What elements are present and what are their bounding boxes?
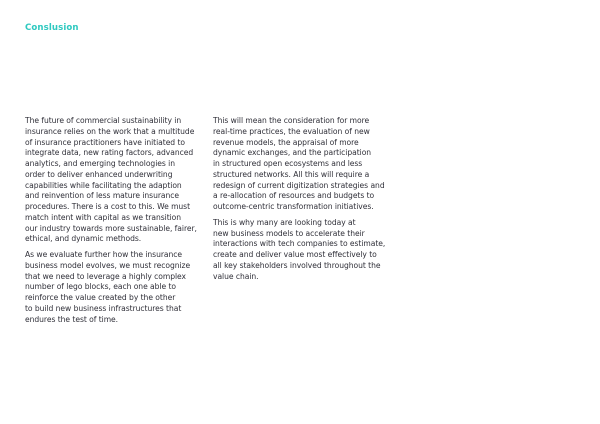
text-line: in structured open ecosystems and less [213,159,363,168]
text-line: create and deliver value most effectively to [213,250,377,259]
text-line: number of lego blocks, each one able to [25,282,176,292]
text-line: and reinvention of less mature insurance [25,191,180,201]
text-line: analytics, and emerging technologies in [25,159,175,168]
text-line: capabilities while facilitating the adaption [25,180,182,190]
right-paragraph-2 [213,218,398,283]
text-line: integrate data, new rating factors, advanced [25,148,194,158]
text-line: dynamic exchanges, and the participation [213,148,372,158]
text-line: redesign of current digitization strategies and [213,180,385,190]
left-column [25,116,205,325]
text-line: match intent with capital as we transition [25,212,182,222]
text-line: As we evaluate further how the insurance [25,250,183,259]
text-line: ethical, and dynamic methods. [25,234,142,244]
text-line: procedures. There is a cost to this. We must [25,202,191,211]
text-line: This will mean the consideration for more [213,116,370,125]
text-line: endures the test of time. [25,314,119,324]
text-line: outcome-centric transformation initiatives. [213,202,374,211]
left-paragraph-1 [25,116,205,245]
text-line: our industry towards more sustainable, fairer, [25,223,197,233]
text-line: value chain. [213,271,259,281]
text-line: that we need to leverage a highly complex [25,271,186,281]
text-line: all key stakeholders involved throughout the [213,260,381,270]
text-line: The future of commercial sustainability in [25,116,182,125]
page-title: Conslusion [25,23,79,33]
right-column [213,116,398,282]
text-line: of insurance practitioners have initiated to [25,137,185,147]
text-line: business model evolves, we must recognize [25,260,191,270]
text-line: structured networks. All this will require a [213,169,370,179]
text-line: reinforce the value created by the other [25,293,176,302]
text-line: revenue models, the appraisal of more [213,137,359,147]
text-line: order to deliver enhanced underwriting [25,169,173,179]
text-line: new business models to accelerate their [213,228,365,238]
text-line: a re-allocation of resources and budgets to [213,191,375,201]
text-line: real-time practices, the evaluation of new [213,126,370,136]
text-line: This is why many are looking today at [213,217,356,227]
right-paragraph-1 [213,116,398,213]
text-line: interactions with tech companies to estimate, [213,239,386,249]
text-line: to build new business infrastructures that [25,303,182,313]
text-line: insurance relies on the work that a multitude [25,126,195,136]
left-paragraph-2 [25,250,205,325]
